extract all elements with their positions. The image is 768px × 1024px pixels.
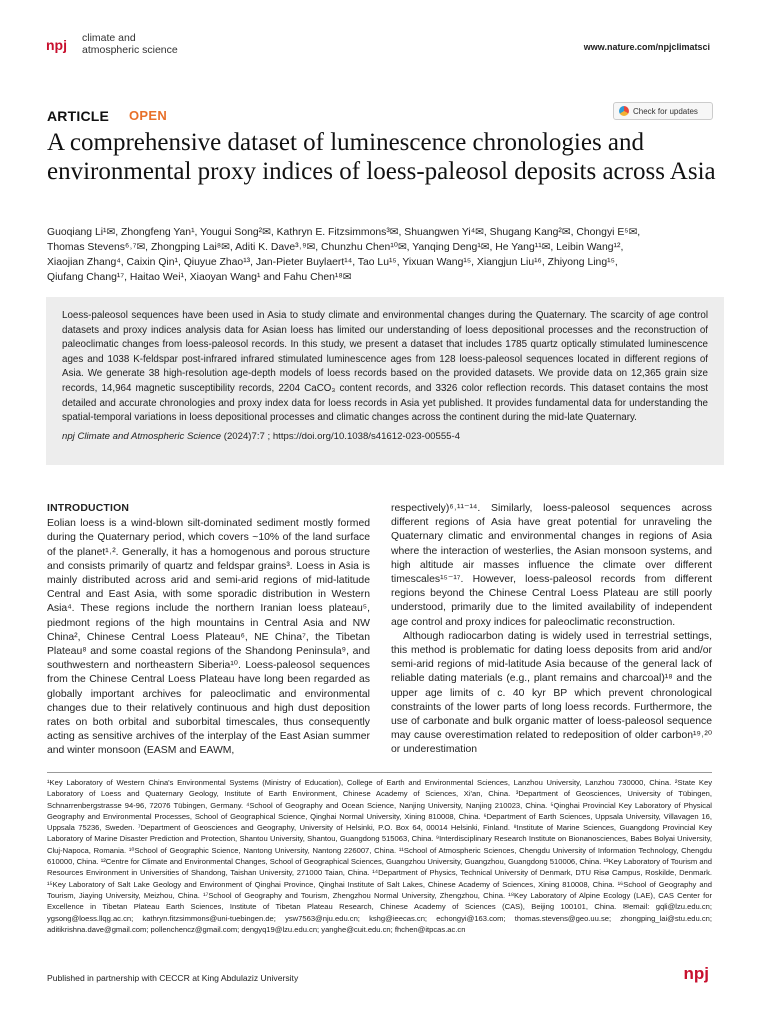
affiliations-footnote: ¹Key Laboratory of Western China's Environmental Systems (Ministry of Education), College of Earth and Environmental Sciences, Lanzhou University, Lanzhou 730000, China. ²State Key Laboratory of Loess and Quaternary Geology, Institute of Earth Environment, Chinese Academy of Sciences, Xi'an, China. ³Department of Geosciences, University of Tübingen, Schnarrenbergstrasse 94-96, 72076 Tübingen, Germany. ⁴School of Geography and Ocean Science, Nanjing University, Nanjing 210023, China. ⁵Qinghai Provincial Key Laboratory of Physical Geography and Environmental Processes, School of Geographical Science, Qinghai Normal University, Xining 810008, China. ⁶Department of Earth Sciences, Uppsala University, Villavagen 16, Uppsala 75236, Sweden. ⁷Department of Geosciences and Geography, University of Helsinki, P.O. Box 64, 00014 Helsinki, Finland. ⁸Institute of Marine Sciences, Guangdong Provincial Key Laboratory of Marine Disaster Prediction and Protection, Shantou University, Shantou, Guangdong 515063, China. ⁹Interdisciplinary Research Institute on Bionanosciences, Babes Bolyai University, Cluj-Napoca, Romania. ¹⁰School of Geographic Science, Nantong University, Nantong 226007, China. ¹¹School of Atmospheric Sciences, Chengdu University of Information Technology, Chengdu 610000, China. ¹²Centre for Climate and Environmental Changes, School of Geographical Sciences, Guangzhou University, Guangzhou, Guangdong 510006, China. ¹³Key Laboratory of Tourism and Resources Environment in Universities of Shandong, Taishan University, 271000 Taian, China. ¹⁴Department of Physics, Technical University of Denmark, DTU Risø Campus, Roskilde, Denmark. ¹⁵Key Laboratory of Salt Lake Geology and Environment of Qinghai Province, Qinghai Institute of Salt Lakes, Chinese Academy of Sciences, Xining 810008, China. ¹⁶School of Geography and Tourism, Jiaying University, Meizhou, China. ¹⁷School of Geography and Tourism, Zhengzhou Normal University, Zhengzhou, China. ¹⁸Key Laboratory of Alpine Ecology (LAE), CAS Center for Excellence in Tibetan Plateau Earth Sciences, Institute of Tibetan Plateau Research, Chinese Academy of Sciences (CAS), Beijing 100101, China. ✉email: gqli@lzu.edu.cn; ygsong@loess.llqg.ac.cn; kathryn.fitzsimmons@uni-tuebingen.de; ysw7563@nju.edu.cn; kshg@ieecas.cn; echongyi@163.com; thomas.stevens@geo.uu.se; zhongping_lai@stu.edu.cn; aditikrishna.dave@gmail.com; pollenchencz@gmail.com; dengyq19@lzu.edu.cn; yanghe@cuit.edu.cn; fhchen@itpcas.ac.cn (47, 778, 712, 934)
intro-paragraph: Eolian loess is a wind-blown silt-dominated sediment mostly formed during the Quaternary period, which covers ~10% of the land surface of the planet¹˒². Generally, it has a homogenous and porous structure and consists primarily of quartz and feldspar grains³. Loess in Asia is mainly distributed across arid and semi-arid regions of mid-latitude Central and East Asia, with some sporadic distribution in Western Asia⁴. These regions include the northern Iranian loess plateau⁵, piedmont regions of the high mountains in Central Asia and NW China², Chinese Central Loess Plateau⁶, NE China⁷, the Tibetan Plateau⁸ and some coastal regions of the Shandong Peninsula⁹, and southwestern and northeastern Siberia¹⁰. Loess-paleosol sequences from the Chinese Central Loess Plateau have long been regarded as globally important archives for paleoclimatic and environmental changes due to their relatively continuous and high dust deposition rates on both orbital and suborbital timescales, thus consequently acting as sensitive archives of the interplay of the East Asian summer and winter monsoon (EASM and EAWM, (47, 518, 370, 757)
journal-name-line1: climate and (82, 32, 136, 44)
article-type-label: ARTICLE (47, 108, 110, 124)
citation-doi-link[interactable]: (2024)7:7 ; https://doi.org/10.1038/s41612-023-00555-4 (221, 430, 461, 442)
body-column-right (391, 502, 712, 758)
footnote-divider (47, 772, 712, 773)
check-for-updates-label: Check for updates (633, 106, 698, 116)
publisher-partnership-note: Published in partnership with CECCR at King Abdulaziz University (47, 973, 299, 983)
abstract-box (46, 297, 724, 465)
body-column-left (47, 502, 370, 759)
journal-name[interactable] (82, 32, 178, 56)
intro-paragraph: Although radiocarbon dating is widely used in terrestrial settings, this method is problematic for dating loess deposits from arid and/or semi-arid regions of mid-latitude Asia because of the general lack of reliable dating materials (e.g., plant remains and charcoal)¹⁸ and the upper age limits of c. 40 kyr BP which prevent chronological constraints of the lower parts of long loess records. Furthermore, the use of carbonate and bulk organic matter of loess-paleosol sequence may cause overestimation related to redeposition of older carbon¹⁹˒²⁰ or underestimation (391, 630, 712, 756)
crossmark-icon (619, 106, 629, 116)
author-line[interactable]: Xiaojian Zhang⁴, Caixin Qin¹, Qiuyue Zhao¹³, Jan-Pieter Buylaert¹⁴, Tao Lu¹⁵, Yixuan Wang¹⁵, Xiangjun Liu¹⁶, Zhiyong Ling¹⁵, (47, 257, 618, 268)
citation-journal: npj Climate and Atmospheric Science (62, 430, 222, 442)
journal-url-link[interactable]: www.nature.com/npjclimatsci (583, 42, 710, 52)
npj-footer-logo: npj (683, 964, 709, 983)
abstract-text: Loess-paleosol sequences have been used in Asia to study climate and environmental changes during the Quaternary. The scarcity of age control datasets and proxy indices analysis data for Asian loess has limited our understanding of loess depositional processes and the reconstruction of paleoclimatic changes from loess-paleosol records. In this study, we present a dataset that includes 1785 quartz optically stimulated luminescence ages and 1038 K-feldspar post-infrared infrared stimulated luminescence ages from 128 loess-paleosol sequences located in different regions of Asia. We generate 38 high-resolution age-depth models of loess records based on the provided datasets. We provide data on 12,365 grain size records, 14,964 magnetic susceptibility records, 2204 CaCO₃ content records, and 3326 color reflection records. This dataset contains the most detailed and accurate chronologies and proxy index data for loess records in Asia yet published. It provides fundamental data for understanding the spatial-temporal variations in loess depositional processes and climatic changes across the continent during the mid-late Quaternary. (62, 310, 708, 424)
author-list (47, 225, 717, 285)
open-access-label: OPEN (129, 108, 168, 123)
author-line[interactable]: Qiufang Chang¹⁷, Haitao Wei¹, Xiaoyan Wang¹ and Fahu Chen¹⁸✉ (47, 272, 352, 283)
author-line[interactable]: Guoqiang Li¹✉, Zhongfeng Yan¹, Yougui Song²✉, Kathryn E. Fitzsimmons³✉, Shuangwen Yi⁴✉, Shugang Kang²✉, Chongyi E⁵✉, (47, 227, 641, 238)
author-line[interactable]: Thomas Stevens⁶˒⁷✉, Zhongping Lai⁸✉, Aditi K. Dave³˒⁹✉, Chunzhu Chen¹⁰✉, Yanqing Deng¹✉, He Yang¹¹✉, Leibin Wang¹², (47, 242, 624, 253)
article-title: A comprehensive dataset of luminescence chronologies and environmental proxy indices of loess-paleosol deposits across Asia (47, 129, 716, 185)
npj-logo[interactable]: npj (46, 37, 67, 53)
citation-line (62, 430, 708, 445)
section-heading-introduction: INTRODUCTION (47, 503, 130, 514)
journal-name-line2: atmospheric science (82, 44, 178, 56)
check-for-updates-button[interactable] (613, 102, 713, 120)
intro-paragraph: respectively)⁶˒¹¹⁻¹⁴. Similarly, loess-paleosol sequences across different regions of Asia have great potential for unraveling the Quaternary climatic and environmental changes in regions of Asia where the interaction of westerlies, the Asian monsoon systems, and high altitude air masses influence the climate over different timescales¹⁵⁻¹⁷. However, loess-paleosol records from different regions beyond the Chinese Central Loess Plateau are still poorly understood, primarily due to the limited availability of independent age control and proxy indices for paleoclimatic reconstruction. (391, 503, 712, 628)
